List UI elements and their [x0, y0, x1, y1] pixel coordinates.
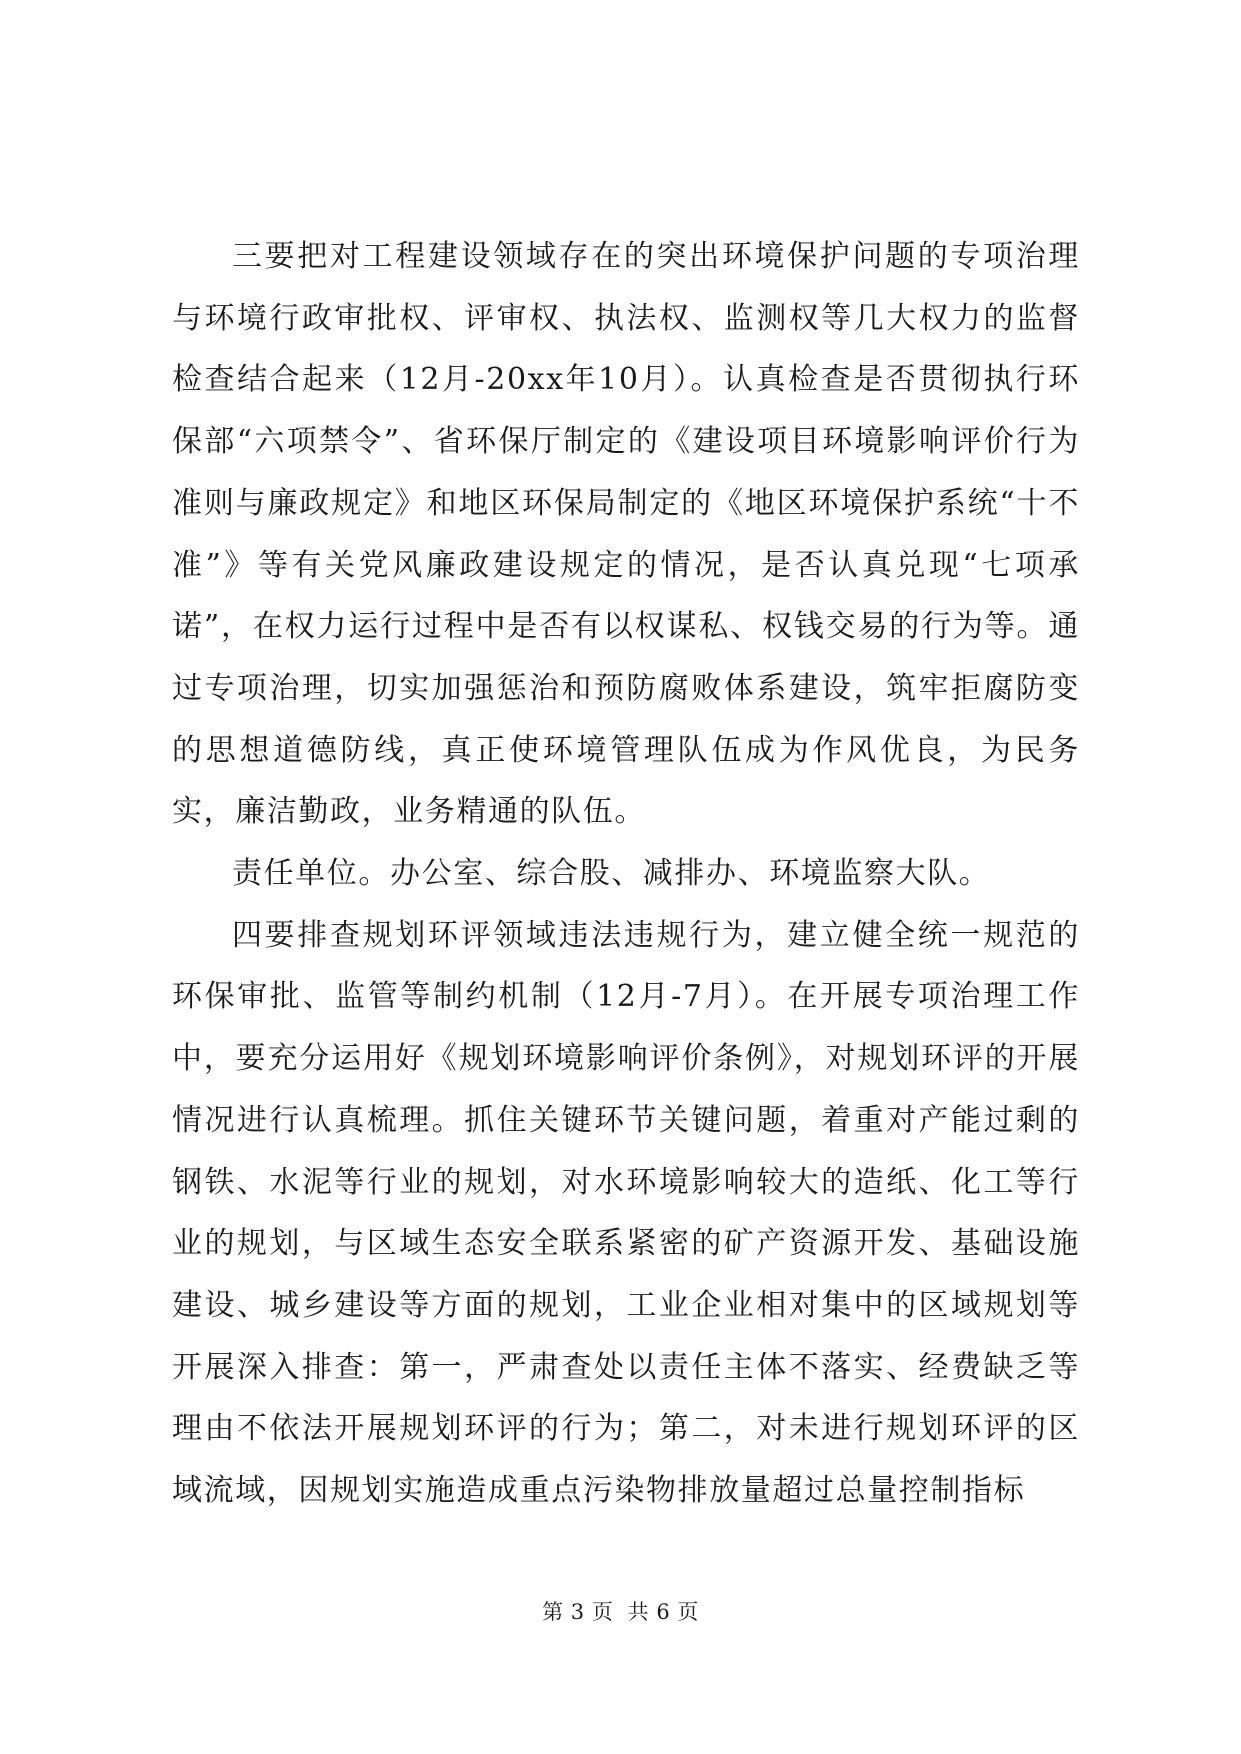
paragraph-responsible-units: 责任单位。办公室、综合股、减排办、环境监察大队。 — [232, 856, 991, 892]
paragraph-project-governance: 三要把对工程建设领域存在的突出环境保护问题的专项治理与环境行政审批权、评审权、执法权、监测权等几大权力的监督检查结合起来（12月-20xx年10月）。认真检查是否贯彻执行环保部“六项禁令”、省环保厅制定的《建设项目环境影响评价行为准则与廉政规定》和地区环保局制定的《地区环境保护系统“十不准”》等有关党风廉政建设规定的情况，是否认真兑现“七项承诺”，在权力运行过程中是否有以权谋私、权钱交易的行为等。通过专项治理，切实加强惩治和预防腐败体系建设，筑牢拒腐防变的思想道德防线，真正使环境管理队伍成为作风优良，为民务实，廉洁勤政，业务精通的队伍。 — [172, 239, 1080, 830]
paragraph-planning-eia: 四要排查规划环评领域违法违规行为，建立健全统一规范的环保审批、监管等制约机制（12月-7月）。在开展专项治理工作中，要充分运用好《规划环境影响评价条例》，对规划环评的开展情况进行认真梳理。抓住关键环节关键问题，着重对产能过剩的钢铁、水泥等行业的规划，对水环境影响较大的造纸、化工等行业的规划，与区域生态安全联系紧密的矿产资源开发、基础设施建设、城乡建设等方面的规划，工业企业相对集中的区域规划等开展深入排查：第一，严肃查处以责任主体不落实、经费缺乏等理由不依法开展规划环评的行为；第二，对未进行规划环评的区域流域，因规划实施造成重点污染物排放量超过总量控制指标 — [172, 917, 1080, 1509]
page-footer — [0, 1596, 1241, 1626]
page-number: 第 3 页 共 6 页 — [542, 1600, 699, 1624]
document-body — [172, 226, 1080, 1522]
